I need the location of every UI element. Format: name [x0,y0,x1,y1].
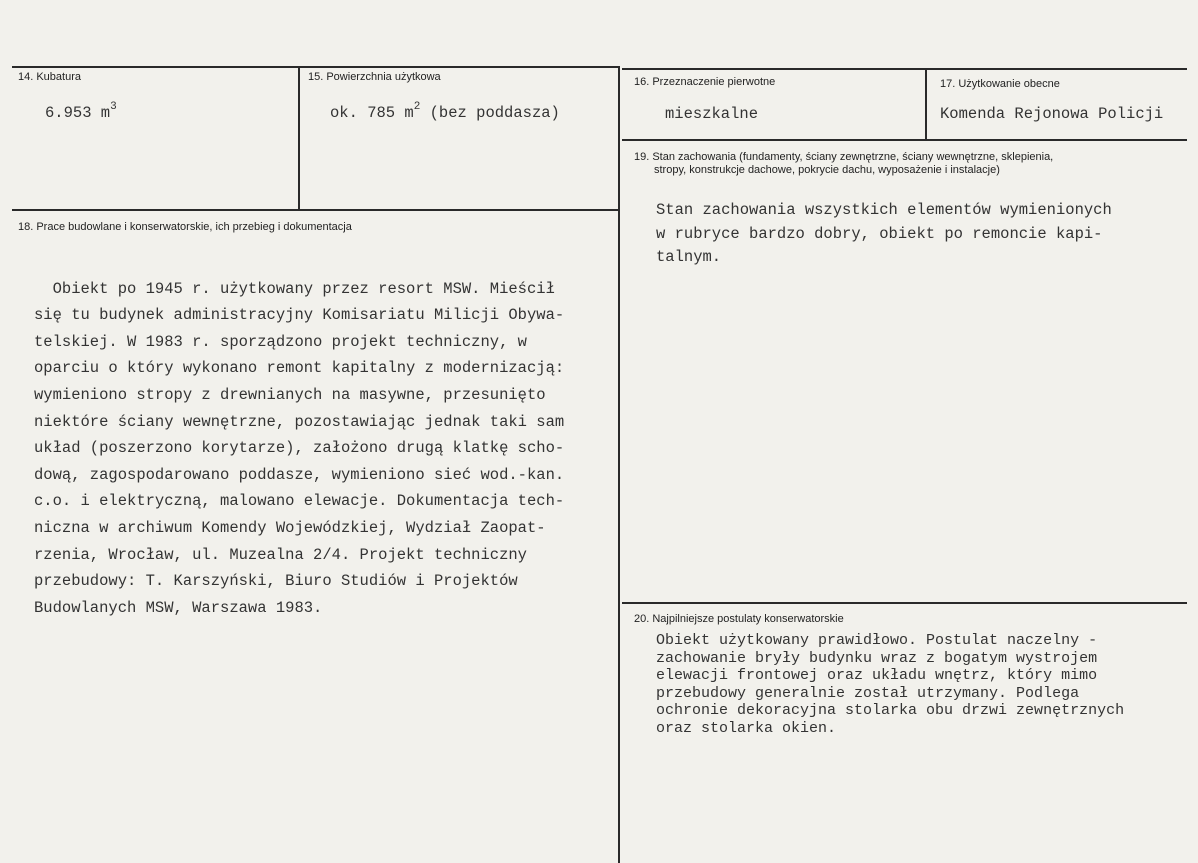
field-16-label: 16. Przeznaczenie pierwotne [634,76,776,88]
text-line: układ (poszerzono korytarze), założono drugą klatkę scho- [34,439,565,458]
divider-16-17 [925,68,927,140]
text-line: niektóre ściany wewnętrzne, pozostawiając jednak taki sam [34,412,565,431]
field-18-text [34,249,564,648]
text-line: telskiej. W 1983 r. sporządzono projekt techniczny, w [34,332,527,351]
text-line: c.o. i elektryczną, malowano elewacje. Dokumentacja tech- [34,492,565,511]
field-15-label: 15. Powierzchnia użytkowa [308,71,441,83]
field-20-label: 20. Najpilniejsze postulaty konserwatorskie [634,613,844,625]
text-line: zachowanie bryły budynku wraz z bogatym wystrojem [656,649,1098,667]
text-line: w rubryce bardzo dobry, obiekt po remoncie kapi- [656,224,1103,243]
field-14-value: 6.953 $m^3$ [45,101,117,122]
text-line: talnym. [656,248,722,266]
text-line: rzenia, Wrocław, ul. Muzealna 2/4. Projekt techniczny [34,545,527,564]
field-19-text [656,199,1112,270]
field-16-value: mieszkalne [665,105,759,123]
field-17-value: Komenda Rejonowa Policji [940,105,1164,123]
field-19-label-line2: stropy, konstrukcje dachowe, pokrycie dachu, wyposażenie i instalacje) [654,164,1000,176]
field-19-label-line1: 19. Stan zachowania (fundamenty, ściany zewnętrzne, ściany wewnętrzne, sklepienia, [634,151,1054,163]
text-line: przebudowy generalnie został utrzymany. Podlega [656,684,1080,702]
text-line: Stan zachowania wszystkich elementów wymienionych [656,201,1112,219]
field-17-label: 17. Użytkowanie obecne [940,78,1060,90]
text-line: wymieniono stropy z drewnianych na masywne, przesunięto [34,385,546,404]
top-rule-left [12,66,620,68]
field-14-label: 14. Kubatura [18,71,81,83]
text-line: Budowlanych MSW, Warszawa 1983. [34,598,323,617]
rule-above-20 [622,602,1187,604]
text-line: oparciu o który wykonano remont kapitalny z modernizacją: [34,359,565,378]
field-18-label: 18. Prace budowlane i konserwatorskie, ich przebieg i dokumentacja [18,221,352,233]
text-line: elewacji frontowej oraz układu wnętrz, który mimo [656,667,1098,684]
text-line: ochronie dekoracyjna stolarka obu drzwi zewnętrznych [656,702,1125,719]
field-15-value: ok. 785 $m^2$ (bez poddasza) [330,101,560,122]
text-line: niczna w archiwum Komendy Wojewódzkiej, Wydział Zaopat- [34,518,546,537]
rule-above-19 [622,139,1187,141]
text-line: przebudowy: T. Karszyński, Biuro Studiów i Projektów [34,572,518,591]
text-line: oraz stolarka okien. [656,719,837,737]
field-19-label [634,151,1053,177]
text-line: Obiekt po 1945 r. użytkowany przez resort MSW. Mieścił [34,279,555,298]
text-line: się tu budynek administracyjny Komisariatu Milicji Obywa- [34,306,565,325]
rule-above-18 [12,209,618,211]
top-rule-right [622,68,1187,70]
field-20-text [656,632,1124,737]
divider-14-15 [298,66,300,209]
text-line: dową, zagospodarowano poddasze, wymieniono sieć wod.-kan. [34,465,565,484]
text-line: Obiekt użytkowany prawidłowo. Postulat naczelny - [656,632,1098,649]
center-divider [618,66,620,863]
